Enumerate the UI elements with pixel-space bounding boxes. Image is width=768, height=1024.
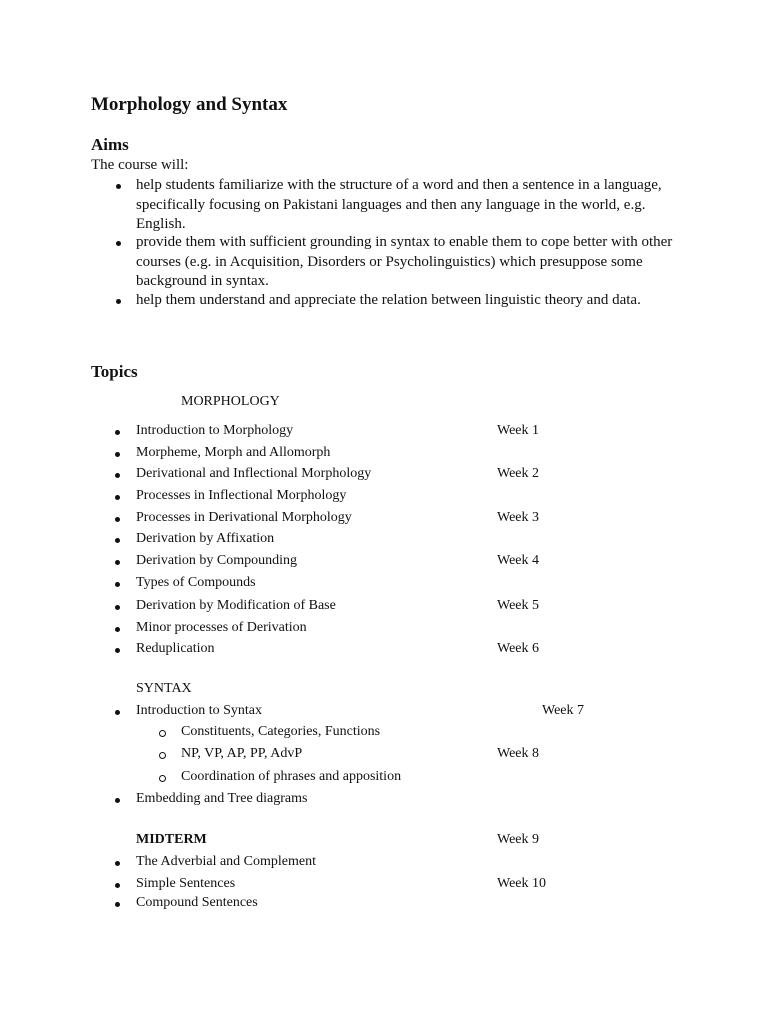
week-label: Week 5 (497, 598, 540, 613)
bullet-icon (115, 648, 120, 653)
bullet-icon (116, 184, 121, 189)
aims-intro: The course will: (91, 157, 189, 173)
bullet-icon (115, 473, 120, 478)
list-item: Introduction to Syntax (136, 703, 262, 718)
list-item: Introduction to Morphology (136, 423, 294, 438)
week-label: Week 9 (497, 832, 540, 847)
week-label: Week 4 (497, 553, 540, 568)
list-item: The Adverbial and Complement (136, 854, 317, 869)
bullet-icon (115, 582, 120, 587)
bullet-icon (115, 627, 120, 632)
week-label: Week 3 (497, 510, 540, 525)
bullet-icon (115, 430, 120, 435)
list-item: Simple Sentences (136, 876, 236, 891)
aims-heading: Aims (91, 135, 129, 154)
bullet-icon (115, 560, 120, 565)
list-item: Types of Compounds (136, 575, 256, 590)
morphology-heading: MORPHOLOGY (181, 394, 280, 409)
bullet-icon (115, 883, 120, 888)
bullet-icon (115, 710, 120, 715)
bullet-icon (115, 517, 120, 522)
list-item: Derivation by Affixation (136, 531, 275, 546)
hollow-bullet-icon (159, 752, 166, 759)
aims-list-item: help them understand and appreciate the relation between linguistic theory and data. (136, 292, 641, 308)
week-label: Week 6 (497, 641, 540, 656)
week-label: Week 8 (497, 746, 540, 761)
list-item: Embedding and Tree diagrams (136, 791, 308, 806)
list-item: Processes in Derivational Morphology (136, 510, 352, 525)
topics-heading: Topics (91, 362, 138, 381)
list-item: Derivation by Compounding (136, 553, 297, 568)
list-item: Reduplication (136, 641, 215, 656)
list-item: Derivational and Inflectional Morphology (136, 466, 372, 481)
hollow-bullet-icon (159, 775, 166, 782)
bullet-icon (115, 902, 120, 907)
sub-list-item: Constituents, Categories, Functions (181, 724, 381, 739)
aims-list-item: help students familiarize with the structure of a word and then a sentence in a language, specifically focusing on Pakistani languages and then any language in the world, e.g. English. (136, 177, 662, 232)
list-item: Processes in Inflectional Morphology (136, 488, 347, 503)
hollow-bullet-icon (159, 730, 166, 737)
week-label: Week 7 (542, 703, 585, 718)
list-item: Minor processes of Derivation (136, 620, 307, 635)
aims-list-item: provide them with sufficient grounding in syntax to enable them to cope better with other courses (e.g. in Acquisition, Disorders or Psycholinguistics) which presuppose some background in syntax. (136, 234, 673, 289)
week-label: Week 1 (497, 423, 540, 438)
sub-list-item: NP, VP, AP, PP, AdvP (181, 746, 303, 761)
list-item: Morpheme, Morph and Allomorph (136, 445, 331, 460)
syntax-heading: SYNTAX (136, 681, 192, 696)
list-item: Derivation by Modification of Base (136, 598, 336, 613)
sub-list-item: Coordination of phrases and apposition (181, 769, 402, 784)
bullet-icon (115, 495, 120, 500)
bullet-icon (115, 452, 120, 457)
bullet-icon (116, 241, 121, 246)
midterm-label: MIDTERM (136, 832, 207, 847)
list-item: Compound Sentences (136, 895, 258, 910)
bullet-icon (116, 299, 121, 304)
week-label: Week 10 (497, 876, 547, 891)
bullet-icon (115, 798, 120, 803)
bullet-icon (115, 861, 120, 866)
page-title: Morphology and Syntax (91, 94, 288, 115)
bullet-icon (115, 605, 120, 610)
bullet-icon (115, 538, 120, 543)
week-label: Week 2 (497, 466, 540, 481)
